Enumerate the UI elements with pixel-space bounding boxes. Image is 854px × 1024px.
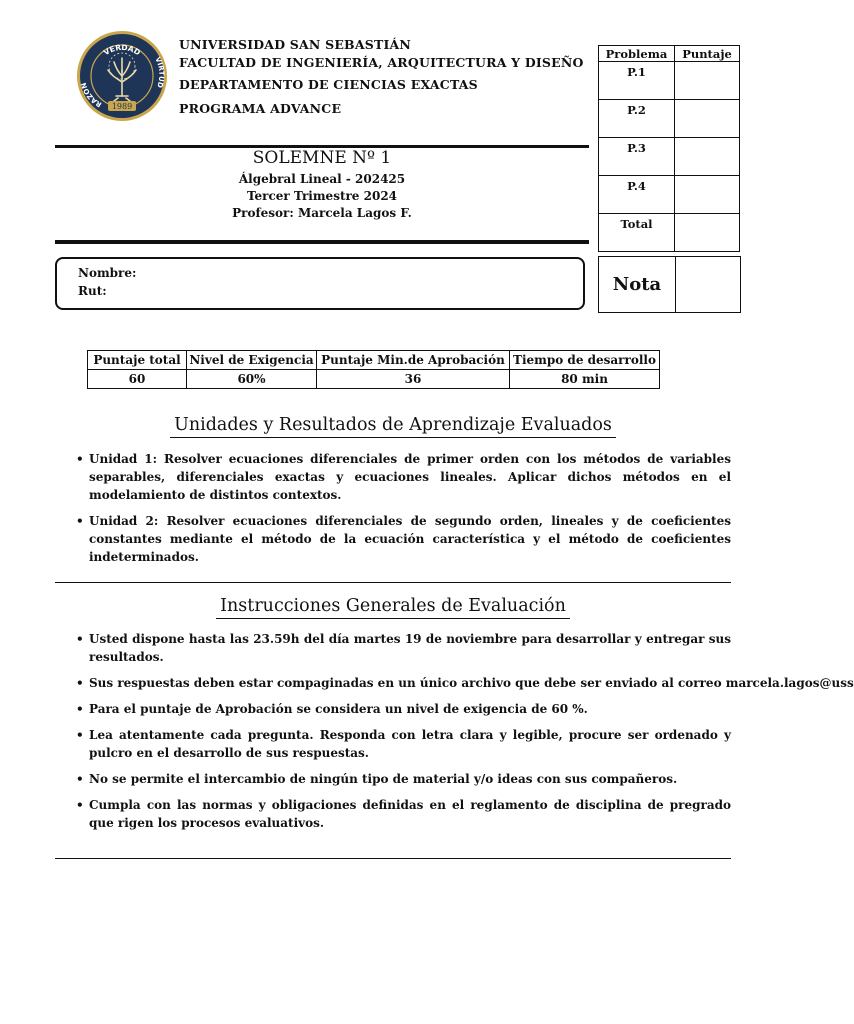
score-cell[interactable] — [675, 62, 740, 100]
score-cell[interactable] — [675, 100, 740, 138]
grade-cell[interactable] — [676, 257, 740, 312]
instruction-item: • Para el puntaje de Aprobación se considera un nivel de exigencia de 60 %. — [76, 700, 731, 718]
units-title-text: Unidades y Resultados de Aprendizaje Evaluados — [170, 415, 616, 438]
exam-course: Álgebral Lineal - 202425 — [238, 172, 406, 186]
info-value: 36 — [317, 370, 510, 389]
faculty-name: FACULTAD DE INGENIERÍA, ARQUITECTURA Y DISEÑO — [179, 55, 584, 70]
program-name: PROGRAMA ADVANCE — [179, 101, 342, 116]
instruction-item: • Usted dispone hasta las 23.59h del día martes 19 de noviembre para desarrollar y entregar sus resultados. — [76, 630, 731, 666]
instruction-item: • Lea atentamente cada pregunta. Responda con letra clara y legible, procure ser ordenado y pulcro en el desarrollo de sus respuestas. — [76, 726, 731, 762]
footer-divider — [55, 858, 731, 859]
university-name: UNIVERSIDAD SAN SEBASTIÁN — [179, 37, 412, 52]
info-value: 60 — [88, 370, 187, 389]
title-bottom-rule — [55, 240, 589, 244]
name-label: Nombre: — [78, 266, 137, 280]
instructions-list — [76, 630, 854, 840]
seal-top-text: VERDAD — [101, 42, 143, 58]
score-row-label: P.1 — [599, 62, 675, 100]
seal-year: 1989 — [111, 102, 133, 111]
score-row-label: P.4 — [599, 176, 675, 214]
exam-title: SOLEMNE Nº 1 — [252, 148, 392, 168]
grade-box — [598, 256, 741, 313]
unit-item: • Unidad 2: Resolver ecuaciones diferenciales de segundo orden, lineales y de coeficientes constantes mediante el método de la ecuación característica y el método de coeficientes indeterminados. — [76, 512, 731, 566]
seal-right-text: VIRTUD — [153, 55, 166, 89]
exam-term: Tercer Trimestre 2024 — [246, 189, 398, 203]
info-value: 80 min — [510, 370, 660, 389]
department-name: DEPARTAMENTO DE CIENCIAS EXACTAS — [179, 77, 478, 92]
score-row-label: P.2 — [599, 100, 675, 138]
student-info-box[interactable] — [55, 257, 585, 310]
institution-header — [179, 37, 584, 122]
score-header-points: Puntaje — [675, 46, 740, 62]
exam-title-block — [55, 148, 589, 223]
info-value: 60% — [187, 370, 317, 389]
info-header: Puntaje Min.de Aprobación — [317, 351, 510, 370]
units-list — [76, 450, 731, 574]
info-header: Nivel de Exigencia — [187, 351, 317, 370]
instructions-title-text: Instrucciones Generales de Evaluación — [216, 596, 570, 619]
exam-professor: Profesor: Marcela Lagos F. — [232, 206, 412, 220]
seal-left-text: RAZON — [79, 81, 104, 109]
instruction-item: • Cumpla con las normas y obligaciones definidas en el reglamento de disciplina de pregrado que rigen los procesos evaluativos. — [76, 796, 731, 832]
grade-label: Nota — [599, 257, 676, 312]
score-cell[interactable] — [675, 176, 740, 214]
units-section-title — [55, 415, 731, 435]
info-header: Tiempo de desarrollo — [510, 351, 660, 370]
score-cell[interactable] — [675, 214, 740, 252]
instruction-item: • No se permite el intercambio de ningún tipo de material y/o ideas con sus compañeros. — [76, 770, 731, 788]
rut-label: Rut: — [78, 284, 107, 298]
university-seal-logo — [76, 30, 168, 122]
unit-item: • Unidad 1: Resolver ecuaciones diferenciales de primer orden con los métodos de variables separables, diferenciales exactas y ecuaciones lineales. Aplicar dichos métodos en el modelamiento de distintos contextos. — [76, 450, 731, 504]
score-row-label: P.3 — [599, 138, 675, 176]
instruction-item: • Sus respuestas deben estar compaginadas en un único archivo que debe ser enviado al correo marcela.lagos@uss — [76, 674, 731, 692]
score-cell[interactable] — [675, 138, 740, 176]
score-header-problem: Problema — [599, 46, 675, 62]
seal-graphic — [76, 30, 168, 122]
exam-info-table — [87, 350, 660, 389]
score-table — [598, 45, 740, 252]
section-divider — [55, 582, 731, 583]
info-header: Puntaje total — [88, 351, 187, 370]
score-row-label: Total — [599, 214, 675, 252]
instructions-section-title — [55, 596, 731, 616]
